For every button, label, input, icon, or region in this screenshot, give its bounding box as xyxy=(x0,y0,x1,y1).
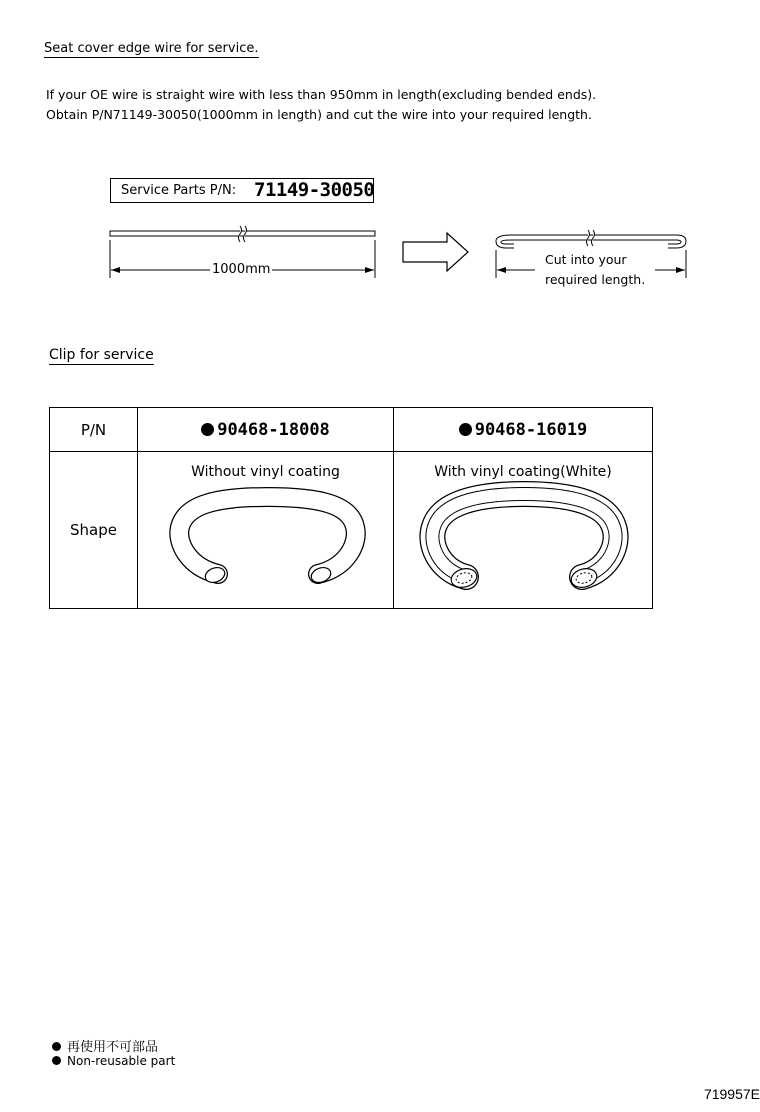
non-reusable-bullet-icon xyxy=(459,423,472,436)
non-reusable-bullet-icon xyxy=(201,423,214,436)
shape-caption-1: Without vinyl coating xyxy=(191,464,340,480)
shape-header xyxy=(50,452,138,609)
wire-diagram xyxy=(0,0,760,330)
part-number-1: 90468-18008 xyxy=(217,419,330,440)
service-parts-label: Service Parts P/N: xyxy=(121,183,237,198)
legend-en-text: Non-reusable part xyxy=(67,1054,176,1068)
right-arrow xyxy=(403,233,468,271)
shape-cell-2 xyxy=(394,452,653,609)
pn-header: P/N xyxy=(50,408,138,452)
bullet-icon xyxy=(52,1056,61,1065)
legend-en xyxy=(52,1054,175,1068)
service-parts-number: 71149-30050 xyxy=(254,179,375,201)
legend-jp-text: 再使用不可部品 xyxy=(67,1040,159,1055)
instruction-line-1: If your OE wire is straight wire with less than 950mm in length(excluding bended ends). xyxy=(46,87,597,102)
section-title-edge-wire: Seat cover edge wire for service. xyxy=(44,41,259,56)
cut-instruction-line-1: Cut into your xyxy=(545,252,627,267)
length-dimension-label: 1000mm xyxy=(212,262,271,277)
clip-uncoated-icon xyxy=(138,452,393,609)
shape-caption-2: With vinyl coating(White) xyxy=(434,464,612,480)
section-title-clip: Clip for service xyxy=(49,347,154,363)
bent-wire xyxy=(496,235,686,248)
cut-instruction-line-2: required length. xyxy=(545,272,646,287)
pn-cell-2 xyxy=(394,408,653,452)
table-row-pn xyxy=(50,408,653,452)
part-number-2: 90468-16019 xyxy=(474,419,588,440)
pn-cell-1 xyxy=(138,408,394,452)
document-code: 719957E xyxy=(703,1086,760,1102)
bullet-icon xyxy=(52,1042,61,1051)
shape-cell-1 xyxy=(138,452,394,609)
clip-table xyxy=(49,407,653,609)
shape-header-label: Shape xyxy=(70,521,117,539)
clip-vinyl-coated-icon xyxy=(394,452,652,609)
table-row-shape xyxy=(50,452,653,609)
straight-wire xyxy=(110,231,375,236)
legend-jp xyxy=(52,1036,158,1055)
instruction-line-2: Obtain P/N71149-30050(1000mm in length) and cut the wire into your required length. xyxy=(46,107,592,122)
